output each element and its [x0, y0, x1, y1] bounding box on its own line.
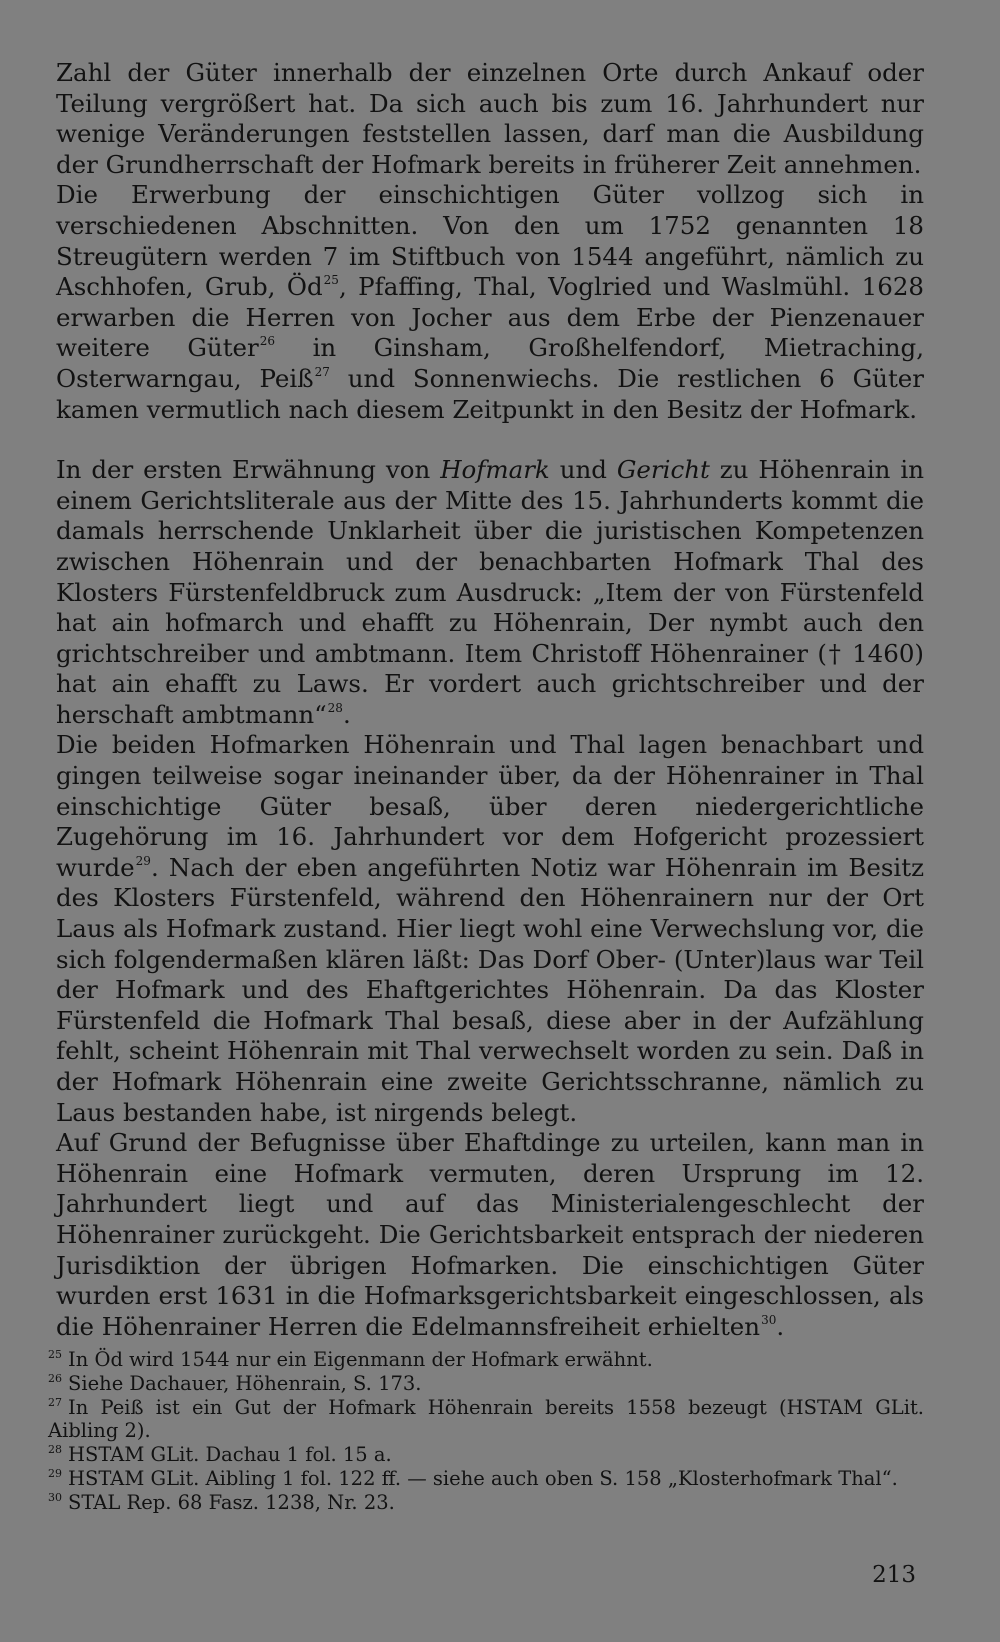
paragraph-1: [56, 58, 924, 180]
paragraph-1-text: Zahl der Güter innerhalb der einzelnen Orte durch Ankauf oder Teilung vergrößert hat. Da sich auch bis zum 16. Jahrhundert nur wenige Veränderungen feststellen lassen, darf man die Ausbildung der Grundherrschaft der Hofmark bereits in früherer Zeit annehmen.: [56, 58, 924, 179]
paragraph-3-text-c: zu Höhenrain in einem Gerichtsliterale aus der Mitte des 15. Jahrhunderts kommt die damals herrschende Unklarheit über die juristischen Kompetenzen zwischen Höhenrain und der benachbarten Hofmark Thal des Klosters Fürstenfeldbruck zum Ausdruck: „Item der von Fürstenfeld hat ain hofmarch und ehafft zu Höhenrain, Der nymbt auch den grichtschreiber und ambtmann. Item Christoff Höhenrainer († 1460) hat ain ehafft zu Laws. Er vordert auch grichtschreiber und der herschaft ambtmann“: [56, 455, 924, 729]
footnote-30: [48, 1491, 924, 1515]
footnote-ref-26[interactable]: 26: [259, 334, 276, 349]
page-body: [56, 58, 924, 1342]
paragraph-4-text-a: Die beiden Hofmarken Höhenrain und Thal lagen benachbart und gingen teilweise sogar ineinander über, da der Höhenrainer in Thal einschichtige Güter besaß, über deren niedergerichtliche Zugehörung im 16. Jahrhundert vor dem Hofgericht prozessiert wurde: [56, 730, 924, 882]
footnote-29: [48, 1467, 924, 1491]
term-hofmark: Hofmark: [440, 455, 550, 485]
paragraph-4: [56, 730, 924, 1128]
footnote-text: Siehe Dachauer, Höhenrain, S. 173.: [68, 1371, 422, 1395]
footnote-text: HSTAM GLit. Aibling 1 fol. 122 ff. — siehe auch oben S. 158 „Klosterhofmark Thal“.: [68, 1466, 898, 1490]
footnote-ref-28[interactable]: 28: [327, 700, 343, 715]
footnote-ref-25[interactable]: 25: [323, 273, 339, 288]
paragraph-3-text-b: und: [549, 455, 617, 485]
footnote-27: [48, 1396, 924, 1444]
paragraph-3-text-a: In der ersten Erwähnung von: [56, 455, 441, 485]
footnote-ref-27[interactable]: 27: [314, 364, 330, 379]
footnote-number: 27: [48, 1395, 62, 1409]
footnote-26: [48, 1372, 924, 1396]
footnote-number: 28: [48, 1443, 62, 1457]
paragraph-2-text-b: , Pfaffing, Thal, Voglried und Waslmühl. 1628 erwarben die Herren von Jocher aus dem Erbe der Pienzenauer weitere Güter: [56, 272, 924, 363]
term-gericht: Gericht: [616, 455, 710, 485]
footnote-number: 30: [48, 1490, 62, 1504]
paragraph-2-text-d: und Sonnenwiechs. Die restlichen 6 Güter kamen vermutlich nach diesem Zeitpunkt in den Besitz der Hofmark.: [56, 363, 924, 424]
page-number: 213: [872, 1562, 916, 1588]
paragraph-3: [56, 455, 924, 730]
paragraph-gap: [56, 425, 924, 455]
footnotes: [48, 1348, 924, 1515]
paragraph-2-text-a: Die Erwerbung der einschichtigen Güter vollzog sich in verschiedenen Abschnitten. Von den um 1752 genannten 18 Streugütern werden 7 im Stiftbuch von 1544 angeführt, nämlich zu Aschhofen, Grub, Öd: [56, 180, 924, 302]
footnote-number: 26: [48, 1371, 62, 1385]
paragraph-5-text-b: .: [776, 1311, 785, 1341]
paragraph-4-text-b: . Nach der eben angeführten Notiz war Höhenrain im Besitz des Klosters Fürstenfeld, während den Höhenrainern nur der Ort Laus als Hofmark zustand. Hier liegt wohl eine Verwechslung vor, die sich folgendermaßen klären läßt: Das Dorf Ober- (Unter)laus war Teil der Hofmark und des Ehaftgerichtes Höhenrain. Da das Kloster Fürstenfeld die Hofmark Thal besaß, diese aber in der Aufzählung fehlt, scheint Höhenrain mit Thal verwechselt worden zu sein. Daß in der Hofmark Höhenrain eine zweite Gerichtsschranne, nämlich zu Laus bestanden habe, ist nirgends belegt.: [56, 852, 924, 1127]
paragraph-3-text-d: .: [342, 699, 351, 729]
paragraph-5-text-a: Auf Grund der Befugnisse über Ehaftdinge zu urteilen, kann man in Höhenrain eine Hofmark vermuten, deren Ursprung im 12. Jahrhundert liegt und auf das Ministerialengeschlecht der Höhenrainer zurückgeht. Die Gerichtsbarkeit entsprach der niederen Jurisdiktion der übrigen Hofmarken. Die einschichtigen Güter wurden erst 1631 in die Hofmarksgerichtsbarkeit eingeschlossen, als die Höhenrainer Herren die Edelmannsfreiheit erhielten: [56, 1128, 924, 1341]
footnote-number: 29: [48, 1466, 62, 1480]
footnote-text: In Peiß ist ein Gut der Hofmark Höhenrain bereits 1558 bezeugt (HSTAM GLit. Aibling 2).: [48, 1395, 924, 1443]
footnote-25: [48, 1348, 924, 1372]
footnote-number: 25: [48, 1348, 62, 1361]
footnote-text: In Öd wird 1544 nur ein Eigenmann der Hofmark erwähnt.: [68, 1348, 653, 1371]
footnote-28: [48, 1443, 924, 1467]
paragraph-5: [56, 1128, 924, 1342]
paragraph-2-text-c: in Ginsham, Großhelfendorf, Mietraching, Osterwarngau, Peiß: [56, 333, 925, 393]
footnote-ref-29[interactable]: 29: [135, 853, 151, 868]
footnote-text: STAL Rep. 68 Fasz. 1238, Nr. 23.: [68, 1490, 395, 1514]
paragraph-2: [56, 180, 924, 425]
footnote-text: HSTAM GLit. Dachau 1 fol. 15 a.: [68, 1443, 392, 1467]
footnote-ref-30[interactable]: 30: [761, 1312, 777, 1327]
